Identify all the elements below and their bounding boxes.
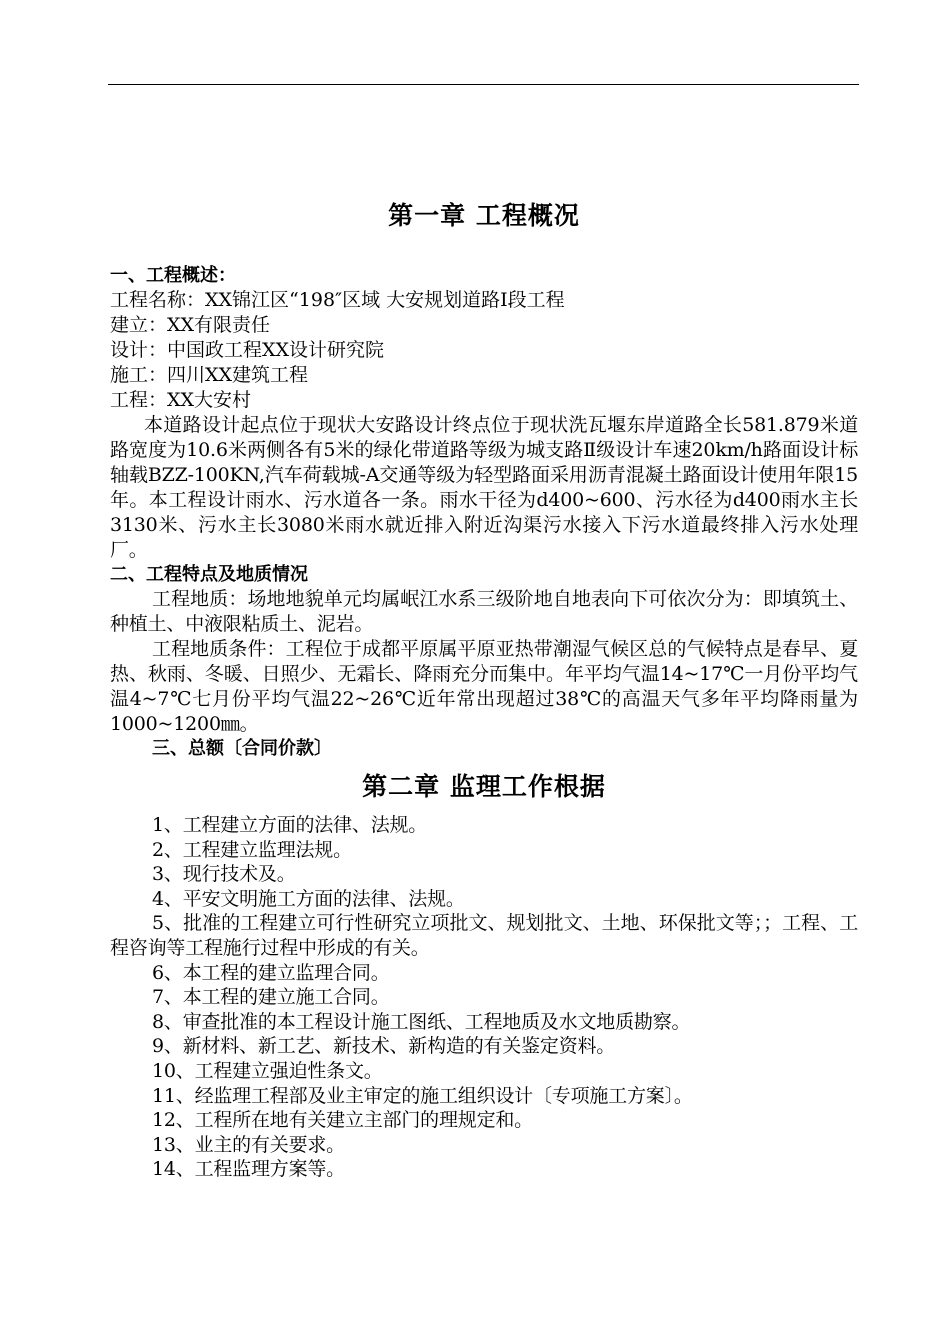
list-item: 11、经监理工程部及业主审定的施工组织设计〔专项施工方案〕。 [152, 1084, 693, 1107]
list-item: 6、本工程的建立监理合同。 [152, 961, 390, 984]
list-item: 8、审查批准的本工程设计施工图纸、工程地质及水文地质勘察。 [152, 1010, 691, 1033]
list-item: 9、新材料、新工艺、新技术、新构造的有关鉴定资料。 [152, 1035, 616, 1058]
owner-field: 建立：XX有限责任 [110, 314, 271, 336]
chapter-2-title: 第二章 监理工作根据 [362, 772, 606, 801]
project-description: 本道路设计起点位于现状大安路设计终点位于现状洗瓦堰东岸道路全长581.879米道路宽度为10.6米两侧各有5米的绿化带道路等级为城支路Ⅱ级设计车速20km/h路面设计标轴载BZZ-100KN,汽车荷载城-A交通等级为轻型路面采用沥青混凝土路面设计使用年限15年。本工程设计雨水、污水道各一条。雨水干径为d400~600、污水径为d400雨水主长3130米、污水主长3080米雨水就近排入附近沟渠污水接入下污水道最终排入污水处理厂。 [110, 414, 858, 561]
designer-field: 设计：中国政工程XX设计研究院 [110, 339, 385, 361]
list-item: 2、工程建立监理法规。 [152, 838, 352, 861]
section-2-heading: 二、工程特点及地质情况 [110, 564, 308, 585]
basis-list [110, 813, 858, 1182]
section-1-heading: 一、工程概述： [110, 265, 236, 286]
header-rule [108, 84, 859, 85]
list-item: 13、业主的有关要求。 [152, 1133, 345, 1156]
contractor-field: 施工：四川XX建筑工程 [110, 364, 309, 386]
list-item: 10、工程建立强迫性条文。 [152, 1059, 383, 1082]
geology-paragraph: 工程地质：场地地貌单元均属岷江水系三级阶地自地表向下可依次分为：即填筑土、种植土、中液限粘质土、泥岩。 [110, 588, 858, 635]
list-item: 14、工程监理方案等。 [152, 1158, 345, 1181]
list-item: 5、批准的工程建立可行性研究立项批文、规划批文、土地、环保批文等；；工程、工程咨询等工程施行过程中形成的有关。 [110, 912, 858, 959]
project-name-field: 工程名称：XX锦江区“198″区域 大安规划道路Ⅰ段工程 [110, 289, 565, 311]
document-body [110, 196, 858, 1182]
section-3-heading: 三、总额〔合同价款〕 [152, 738, 332, 759]
list-item: 1、工程建立方面的法律、法规。 [152, 814, 428, 836]
chapter-1-title: 第一章 工程概况 [388, 201, 580, 230]
list-item: 12、工程所在地有关建立主部门的理规定和。 [152, 1109, 533, 1132]
list-item: 4、平安文明施工方面的法律、法规。 [152, 887, 465, 910]
list-item: 3、现行技术及。 [152, 863, 296, 886]
location-field: 工程：XX大安村 [110, 389, 252, 411]
list-item: 7、本工程的建立施工合同。 [152, 986, 390, 1009]
geology-conditions-paragraph: 工程地质条件：工程位于成都平原属平原亚热带潮湿气候区总的气候特点是春早、夏热、秋雨、冬暖、日照少、无霜长、降雨充分而集中。年平均气温14~17℃一月份平均气温4~7℃七月份平均气温22~26℃近年常出现超过38℃的高温天气多年平均降雨量为1000~1200㎜。 [110, 638, 858, 735]
